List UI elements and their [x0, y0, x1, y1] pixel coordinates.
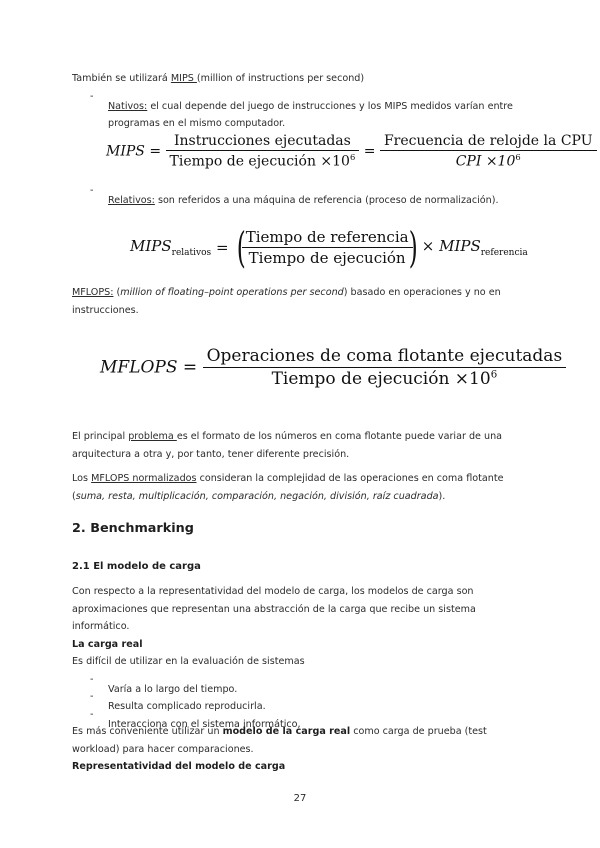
mips-fraction-1: $\frac{\text{Instrucciones ejecutadas}}{Tiempo de ejecución \times 10^6}$	[166, 133, 360, 170]
bullet-dash: -	[90, 91, 94, 102]
page-number: 27	[293, 793, 307, 804]
mips-fraction-2: $\frac{\text{Frecuencia de relojde la CPU}}{CPI \times 10^6}$	[380, 133, 597, 170]
subsection-heading: 2.1 El modelo de carga	[72, 561, 201, 572]
representatividad-paragraph: Con respecto a la representatividad del modelo de carga, los modelos de carga son aproximaciones que representan una abstracción de la carga que recibe un sistema informático.	[72, 586, 476, 632]
carga-real-item: Interacciona con el sistema informático,	[108, 718, 301, 730]
nativos-term: Nativos:	[108, 100, 148, 112]
carga-real-item: Resulta complicado reproducirla.	[108, 700, 266, 712]
intro-paragraph: También se utilizará MIPS (million of instructions per second)	[72, 73, 365, 84]
mflops-equation: MFLOPS = $\frac{\text{Operaciones de coma flotante ejecutadas}}{Tiempo de ejecución \times 10^6}$	[100, 346, 566, 389]
mips-term: MIPS	[170, 73, 197, 84]
mflops-paragraph: MFLOPS: (million of floating–point operations per second) basado en operaciones y no en instrucciones.	[72, 287, 501, 316]
carga-real-item: Varía a lo largo del tiempo.	[108, 683, 238, 695]
bullet-dash: -	[90, 674, 94, 685]
nativos-item: Nativos: el cual depende del juego de instrucciones y los MIPS medidos varían entre programas en el mismo computador.	[108, 100, 513, 130]
mips-equation: MIPS = $\frac{\text{Instrucciones ejecutadas}}{Tiempo de ejecución \times 10^6}$ = $\frac{\text{Frecuencia de relojde la CPU}}{CPI \times 10^6}$	[106, 133, 597, 170]
representatividad-heading: Representatividad del modelo de carga	[72, 761, 286, 772]
section-heading: 2. Benchmarking	[72, 521, 194, 536]
mips-relativos-equation: $MIPS_{relativos}$ = ( $\frac{\text{Tiempo de referencia}}{\text{Tiempo de ejecución}}$ ) × $MIPS_{referencia}$	[130, 223, 528, 272]
normalizados-paragraph: Los MFLOPS normalizados consideran la complejidad de las operaciones en coma flotante (suma, resta, multiplicación, comparación, negación, división, raíz cuadrada).	[72, 473, 504, 502]
bullet-dash: -	[90, 691, 94, 702]
mips-relativos-fraction: $\frac{\text{Tiempo de referencia}}{\text{Tiempo de ejecución}}$	[242, 228, 413, 267]
normalizados-term: MFLOPS normalizados	[91, 473, 197, 484]
relativos-item: Relativos: son referidos a una máquina de referencia (proceso de normalización).	[108, 194, 499, 206]
carga-real-description: Es difícil de utilizar en la evaluación de sistemas	[72, 656, 305, 667]
bullet-dash: -	[90, 709, 94, 720]
conveniente-paragraph: Es más conveniente utilizar un modelo de la carga real como carga de prueba (test workload) para hacer comparaciones.	[72, 726, 487, 755]
problema-paragraph: El principal problema es el formato de los números en coma flotante puede variar de una arquitectura a otra y, por tanto, tener diferente precisión.	[72, 431, 503, 460]
problema-term: problema	[128, 431, 177, 442]
relativos-term: Relativos:	[108, 194, 155, 206]
mflops-fraction: $\frac{\text{Operaciones de coma flotante ejecutadas}}{Tiempo de ejecución \times 10^6}$	[203, 346, 567, 389]
mflops-term: MFLOPS:	[72, 287, 114, 298]
carga-real-heading: La carga real	[72, 639, 143, 650]
bullet-dash: -	[90, 185, 94, 196]
